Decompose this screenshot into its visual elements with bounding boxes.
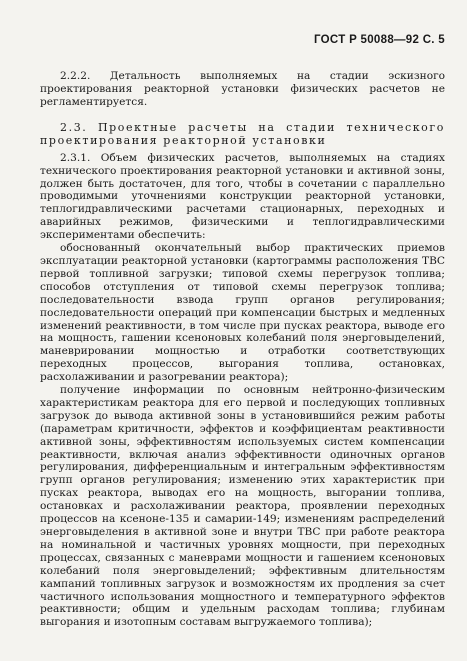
section-title-2-3: 2.3. Проектные расчеты на стадии технического проектирования реакторной установки — [40, 120, 445, 148]
paragraph-justified-choice: обоснованный окончательный выбор практических приемов эксплуатации реакторной установки (картограммы расположения ТВС первой топливной загрузки; типовой схемы перегрузок топлива; способов отступления от типовой схемы перегрузок топлива; последовательности взвода групп органов регулирования; последовательности операций при компенсации быстрых и медленных изменений реактивности, в том числе при пусках реактора, выводе его на мощность, гашении ксеноновых колебаний поля энерговыделений, маневрировании мощностью и отработки соответствующих переходных процессов, выгорания топлива, остановках, расхолаживании и разогревании реактора); — [40, 242, 445, 384]
spacer — [40, 109, 445, 115]
paragraph-information: получение информации по основным нейтронно-физическим характеристикам реактора для его первой и последующих топливных загрузок до вывода активной зоны в установившийся режим работы (параметрам критичности, эффектов и коэффициентам реактивности активной зоны, эффективностям используемых систем компенсации реактивности, включая анализ эффективности одиночных органов регулирования, дифференциальным и интегральным эффективностям групп органов регулирования; изменению этих характеристик при пусках реактора, выводах его на мощность, выгорании топлива, остановках и расхолаживании реактора, проявлении переходных процессов на ксеноне-135 и самарии-149; изменениям распределений энерговыделения в активной зоне и внутри ТВС при работе реактора на номинальной и частичных уровнях мощности, при переходных процессах, связанных с маневрами мощности и гашением ксеноновых колебаний поля энерговыделений; эффективным длительностям кампаний топливных загрузок и возможностям их продления за счет частичного использования мощностного и температурного эффектов реактивности; общим и удельным расходам топлива; глубинам выгорания и изотопным составам выгружаемого топлива); — [40, 384, 445, 629]
paragraph-2-2-2: 2.2.2. Детальность выполняемых на стадии эскизного проектирования реакторной установки физических расчетов не регламентируется. — [40, 70, 445, 108]
document-body — [40, 70, 445, 629]
page-header: ГОСТ Р 50088—92 С. 5 — [314, 34, 445, 46]
paragraph-2-3-1: 2.3.1. Объем физических расчетов, выполняемых на стадиях технического проектирования реакторной установки и активной зоны, должен быть достаточен, для того, чтобы в сочетании с параллельно проводимыми уточнениями конструкции реакторной установки, теплогидравлическими расчетами стационарных, переходных и аварийных режимов, физическими и теплогидравлическими экспериментами обеспечить: — [40, 151, 445, 242]
